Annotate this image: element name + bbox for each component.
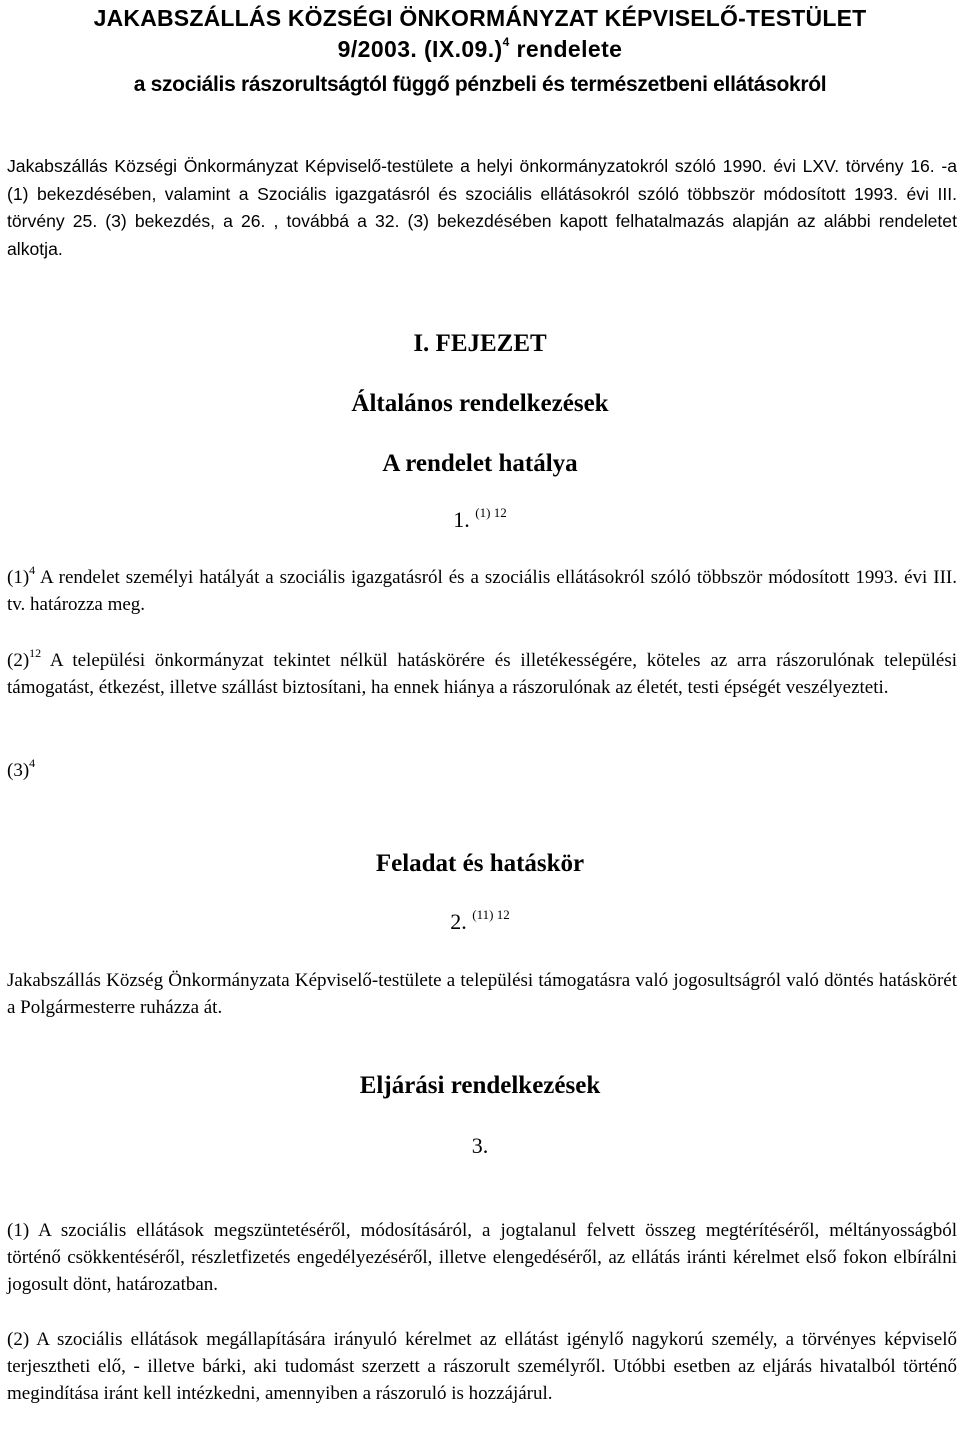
section-footnote-ref: (11) 12: [472, 906, 510, 922]
footnote-ref: 4: [29, 562, 36, 577]
paragraph-2: Jakabszállás Község Önkormányzata Képviselő-testülete a települési támogatásra való jogosultságról való döntés hatáskörét a Polgármesterre ruházza át.: [7, 970, 957, 1019]
paragraph-text: A települési önkormányzat tekintet nélkül hatáskörére és illetékességére, köteles az arra rászorulónak települési támogatást, étkezést, illetve szállást biztosítani, ha ennek hiánya a rászorulónak az életét, testi épségét veszélyezteti.: [7, 650, 957, 699]
footnote-ref: 4: [29, 755, 36, 770]
section-footnote-ref: (1) 12: [475, 504, 507, 520]
chapter-subtitle: Általános rendelkezések: [351, 390, 609, 417]
paragraph-label: (3): [7, 760, 30, 781]
header-title-line2: [0, 34, 960, 64]
paragraph-label: (2): [7, 650, 30, 671]
section-number-2: [0, 907, 960, 937]
footnote-ref: 4: [502, 35, 510, 50]
decree-number: 9/2003. (IX.09.): [337, 36, 503, 62]
section-number: 1.: [453, 507, 470, 532]
paragraph-1-3: [7, 757, 957, 784]
chapter-title: I. FEJEZET: [413, 330, 547, 357]
header-title-line1: JAKABSZÁLLÁS KÖZSÉGI ÖNKORMÁNYZAT KÉPVISELŐ-TESTÜLET: [93, 5, 867, 31]
preamble: Jakabszállás Községi Önkormányzat Képviselő-testülete a helyi önkormányzatokról szóló 1990. évi LXV. törvény 16. -a (1) bekezdésében, valamint a Szociális igazgatásról és szociális ellátásokról szóló többször módosított 1993. évi III. törvény 25. (3) bekezdés, a 26. , továbbá a 32. (3) bekezdésében kapott felhatalmazás alapján az alábbi rendeletet alkotja.: [7, 156, 957, 260]
paragraph-1-2: [7, 647, 957, 701]
section-number-3: 3.: [471, 1133, 489, 1158]
section-number-1: [0, 505, 960, 535]
paragraph-3-1: (1) A szociális ellátások megszüntetéséről, módosításáról, a jogtalanul felvett összeg megtérítéséről, méltányosságból történő csökkentéséről, részletfizetés engedélyezéséről, illetve elengedéséről, az ellátás iránti kérelmet első fokon elbírálni jogosult dönt, határozatban.: [7, 1220, 957, 1296]
paragraph-label: (1): [7, 567, 30, 588]
paragraph-3-2: (2) A szociális ellátások megállapítására irányuló kérelmet az ellátást igénylő nagykorú személy, a törvényes képviselő terjesztheti elő, - illetve bárki, aki tudomást szerzett a rászorult személyről. Utóbbi esetben az eljárás hivatalból történő megindítása iránt kell intézkedni, amennyiben a rászoruló is hozzájárul.: [7, 1329, 957, 1405]
section-heading-scope: A rendelet hatálya: [382, 450, 578, 477]
decree-word: rendelete: [509, 36, 623, 62]
footnote-ref: 12: [29, 645, 42, 660]
section-heading-procedure: Eljárási rendelkezések: [359, 1072, 601, 1099]
section-heading-competence: Feladat és hatáskör: [375, 850, 585, 877]
paragraph-text: A rendelet személyi hatályát a szociális igazgatásról és a szociális ellátásokról szóló többször módosított 1993. évi III. tv. határozza meg.: [7, 567, 957, 616]
header-title-line3: a szociális rászorultságtól függő pénzbeli és természetbeni ellátásokról: [133, 73, 827, 96]
paragraph-1-1: [7, 564, 957, 618]
section-number: 2.: [450, 909, 467, 934]
